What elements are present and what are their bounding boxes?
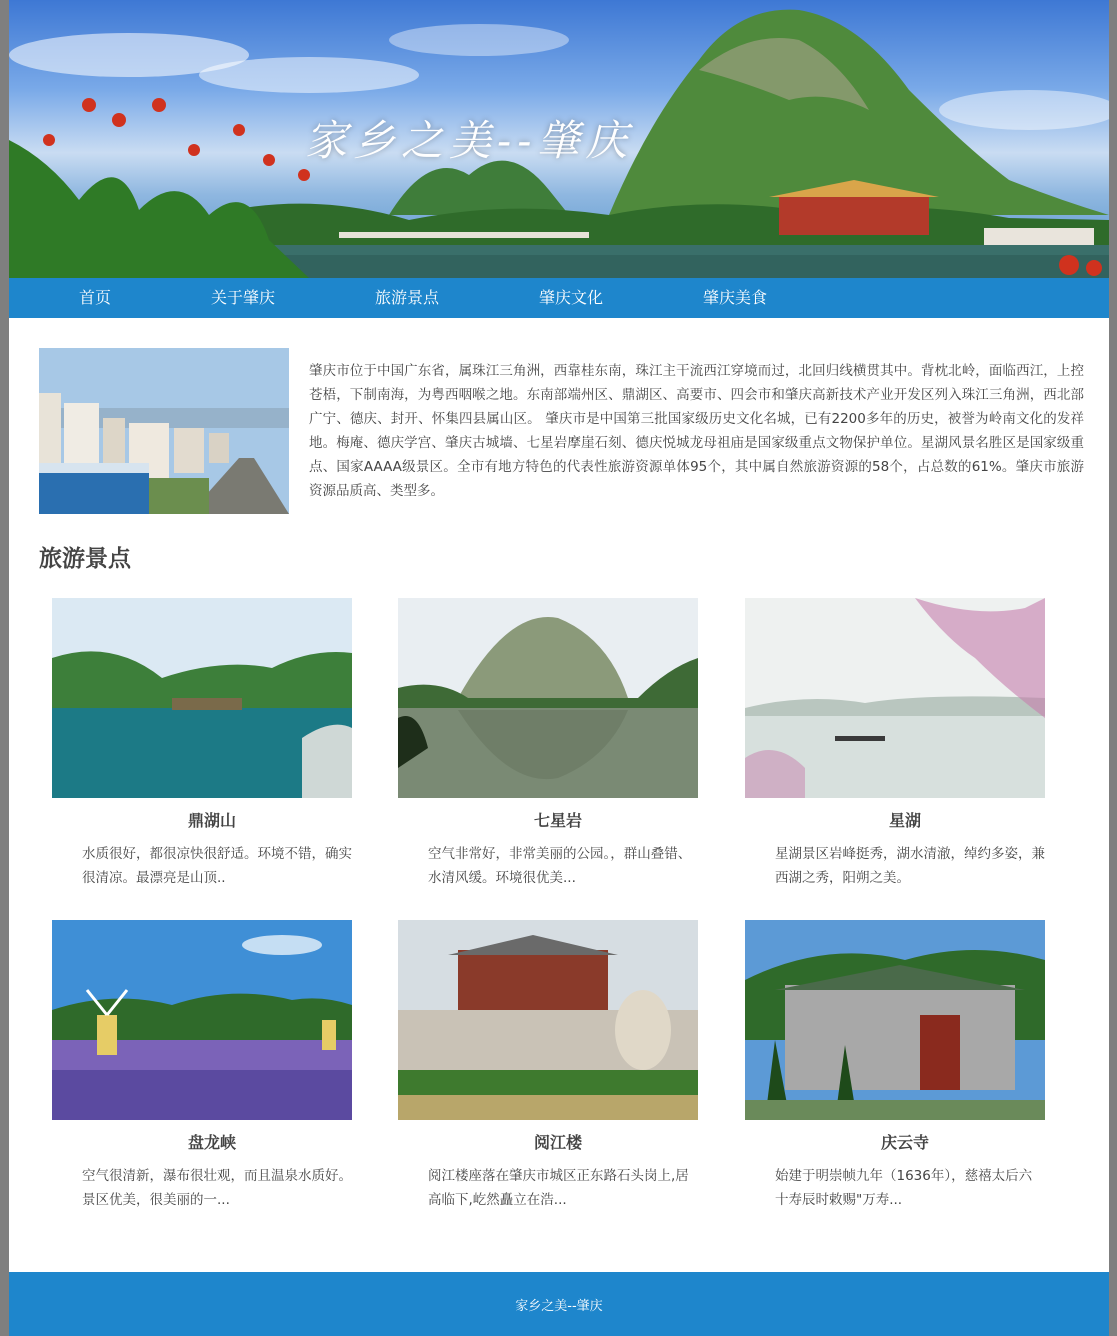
attraction-photo-qingyunsi[interactable] [745, 920, 1045, 1120]
main-nav [9, 278, 1109, 318]
attraction-title[interactable]: 庆云寺 [880, 1133, 929, 1152]
attraction-title[interactable]: 星湖 [888, 811, 921, 830]
footer-text: 家乡之美--肇庆 [515, 1299, 603, 1314]
attraction-photo-panlongxia[interactable] [52, 920, 352, 1120]
page [9, 0, 1109, 1336]
attraction-title[interactable]: 盘龙峡 [187, 1133, 236, 1152]
nav-item-culture[interactable]: 肇庆文化 [539, 288, 604, 307]
attraction-desc: 水质很好，都很凉快很舒适。环境不错，确实很清凉。最漂亮是山顶.. [82, 846, 352, 886]
attraction-desc: 空气非常好，非常美丽的公园。，群山叠错、水清风缓。环境很优美... [428, 846, 692, 886]
attraction-title[interactable]: 七星岩 [533, 811, 582, 830]
nav-item-about[interactable]: 关于肇庆 [211, 288, 276, 307]
nav-item-food[interactable]: 肇庆美食 [703, 288, 768, 307]
attraction-photo-xinghu[interactable] [745, 598, 1045, 798]
attractions-heading: 旅游景点 [39, 546, 131, 572]
attraction-desc: 始建于明崇帧九年（1636年），慈禧太后六十寿辰时敕赐"万寿... [775, 1168, 1033, 1208]
intro-city-photo [39, 348, 289, 514]
intro-paragraph: 肇庆市位于中国广东省，属珠江三角洲，西靠桂东南，珠江主干流西江穿境而过，北回归线横贯其中。背枕北岭，面临西江，上控苍梧，下制南海，为粤西咽喉之地。东南部端州区、鼎湖区、高要市、四会市和肇庆高新技术产业开发区列入珠江三角洲，西北部广宁、德庆、封开、怀集四县属山区。 肇庆市是中国第三批国家级历史文化名城，已有2200多年的历史，被誉为岭南文化的发祥地。梅庵、德庆学宫、肇庆古城墙、七星岩摩崖石刻、德庆悦城龙母祖庙是国家级重点文物保护单位。星湖风景名胜区是国家级重点、国家AAAA级景区。全市有地方特色的代表性旅游资源单体95个，其中属自然旅游资源的58个，占总数的61%。肇庆市旅游资源品质高、类型多。 [309, 363, 1084, 499]
attraction-desc: 空气很清新，瀑布很壮观，而且温泉水质好。景区优美，很美丽的一... [82, 1168, 352, 1208]
attraction-desc: 星湖景区岩峰挺秀，湖水清澈，绰约多姿，兼西湖之秀，阳朔之美。 [775, 846, 1045, 886]
attraction-title[interactable]: 阅江楼 [533, 1133, 582, 1152]
nav-item-attractions[interactable]: 旅游景点 [375, 288, 440, 307]
attraction-desc: 阅江楼座落在肇庆市城区正东路石头岗上,居高临下,屹然矗立在浩... [428, 1168, 689, 1208]
nav-item-home[interactable]: 首页 [79, 288, 112, 307]
footer [9, 1272, 1109, 1336]
attraction-title[interactable]: 鼎湖山 [187, 811, 236, 830]
attraction-photo-yuejianglou[interactable] [398, 920, 698, 1120]
banner-title: 家乡之美--肇庆 [305, 116, 634, 165]
attraction-photo-dinghushan[interactable] [52, 598, 352, 798]
banner-image [9, 0, 1109, 278]
attraction-photo-qixingyan[interactable] [398, 598, 698, 798]
